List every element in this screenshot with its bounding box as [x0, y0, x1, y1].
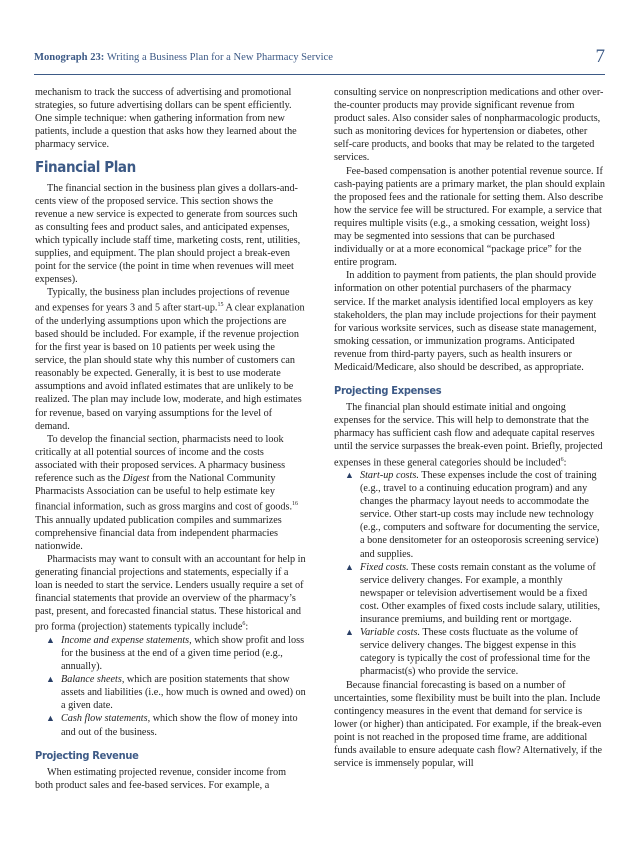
paragraph: The financial plan should estimate initial and ongoing expenses for the service. This will help to demonstrate that the pharmacy has sufficient cash flow and adequate capital reserves until the service surpasses the break-even point. Briefly, projected expenses in these general categories should be included$^6$:: [334, 402, 603, 468]
footnote-ref: 16: [292, 501, 299, 508]
expense-categories-list: [334, 469, 605, 679]
triangle-bullet-icon: ▲: [46, 713, 55, 724]
paragraph: Because financial forecasting is based on a number of uncertainties, some flexibility must be built into the plan. Include contingency measures in the event that demand for service is lower (or higher) than anticipated. For example, if the break-even point is not reached in the proposed time frame, are additional funds available to ensure adequate cash flow? Alternatively, if the service is immensely popular, will: [334, 679, 603, 770]
paragraph: Pharmacists may want to consult with an accountant for help in generating financial projections and statements, especially if a loan is needed to start the service. Lenders usually require a set of financial statements that provide an overview of the pharmacy’s past, present, and forecasted financial status. These historical and pro forma (projection) statements typically include$^6$:: [35, 553, 306, 633]
footnote-ref: 15: [217, 302, 224, 309]
heading-projecting-expenses: Projecting Expenses: [334, 384, 442, 398]
paragraph: Fee-based compensation is another potential revenue source. If cash-paying patients are a primary market, the plan should explain the proposed fees and the rationale for setting them. Also describe how the service fee will be structured. For example, a service that requires multiple visits (e.g., a smoking cessation, weight loss) may be segmented into sessions that can be purchased individually or at a more economical “package price” for the entire program.: [334, 165, 606, 269]
heading-projecting-revenue: Projecting Revenue: [35, 748, 139, 762]
heading-financial-plan: Financial Plan: [35, 158, 136, 177]
left-column: [35, 86, 306, 792]
page-number: 7: [595, 46, 605, 67]
monograph-number: Monograph 23:: [34, 52, 105, 63]
footnote-ref: 6: [242, 621, 246, 628]
list-item: ▲ Variable costs. These costs fluctuate as the volume of service delivery changes. The biggest expense in this category is typically the cost of professional time for the pharmacist(s) who provide the service.: [345, 627, 590, 678]
list-item: ▲ Income and expense statements, which show profit and loss for the business at the end of a given time period (e.g., annually).: [46, 634, 305, 673]
header-rule: [34, 74, 605, 75]
triangle-bullet-icon: ▲: [345, 627, 354, 638]
right-column: [334, 86, 605, 770]
paragraph: To develop the financial section, pharmacists need to look critically at all potential sources of income and the costs associated with their proposed services. A pharmacy business reference such as the Digest from the National Community Pharmacists Association can be useful to help estimate key financial information, such as gross margins and cost of goods.$^{16}$ This annually updated publication compiles and summarizes comprehensive financial data from independent pharmacies nationwide.: [35, 433, 299, 552]
paragraph: mechanism to track the success of advertising and promotional strategies, so future advertising dollars can be spent efficiently. One simple technique: when gathering information from new patients, include a question that asks how they learned about the pharmacy service.: [35, 87, 297, 151]
triangle-bullet-icon: ▲: [46, 634, 55, 645]
list-item: ▲ Start-up costs. These expenses include the cost of training (e.g., travel to a continuing education program) and any changes the pharmacy layout needs to accommodate the service. Other start-up costs may include new technology (e.g., computers and software for documenting the service, a bone densitometer for an osteoporosis screening service) and supplies.: [345, 470, 600, 560]
list-item: ▲ Balance sheets, which are position statements that show assets and liabilities (i.e., how much is owned and owed) on a given date.: [46, 674, 306, 712]
paragraph: consulting service on nonprescription medications and other over-the-counter products may provide significant revenue from product sales. Also consider sales of nonpharmacologic products, such as monitoring devices for hypertension or diabetes, other self-care products, and books that may be related to the targeted services.: [334, 87, 604, 164]
page-header: [34, 46, 605, 70]
running-title: [34, 52, 333, 63]
monograph-title: Writing a Business Plan for a New Pharmacy Service: [106, 52, 333, 63]
triangle-bullet-icon: ▲: [46, 674, 55, 685]
list-item: ▲ Cash flow statements, which show the flow of money into and out of the business.: [46, 713, 298, 738]
triangle-bullet-icon: ▲: [345, 561, 354, 572]
list-item: ▲ Fixed costs. These costs remain constant as the volume of service delivery changes. For example, a monthly newspaper or television advertisement would be a fixed cost. Other examples of fixed costs include salary, utilities, insurance premiums, and building rent or mortgage.: [345, 561, 601, 626]
paragraph: The financial section in the business plan gives a dollars-and-cents view of the proposed service. This section shows the revenue a new service is expected to generate from sources such as consulting fees and product sales, and anticipated expenses, which typically include staff time, marketing costs, rent, utilities, supplies, and equipment. The plan should project a break-even point for the service (the point in time when revenues will meet expenses).: [35, 182, 301, 286]
footnote-ref: 6: [560, 456, 564, 463]
paragraph: Typically, the business plan includes projections of revenue and expenses for years 3 and 5 after start-up.$^{15}$ A clear explanation of the underlying assumptions upon which the projections are based should be included. For example, if the revenue projection for the first year is based on 10 patients per week using the service, the plan should state why this number of customers can reasonably be expected. Generally, it is best to use moderate assumptions and avoid inflated estimates that are unlikely to be realized. The plan may include low, moderate, and high estimates for revenue, based on varying assumptions for the level of demand.: [35, 287, 305, 432]
paragraph: In addition to payment from patients, the plan should provide information on other potential purchasers of the pharmacy service. If the market analysis identified local employers as key stakeholders, the plan may include projections for their payment for various worksite services, such as disease state management, smoking cessation, or immunization programs. Anticipated revenue from third-party payers, such as health insurers or Medicaid/Medicare, also should be described, as appropriate.: [334, 270, 597, 373]
paragraph: When estimating projected revenue, consider income from both product sales and fee-based services. For example, a: [35, 766, 287, 791]
triangle-bullet-icon: ▲: [345, 470, 354, 481]
financial-statements-list: [35, 634, 306, 739]
